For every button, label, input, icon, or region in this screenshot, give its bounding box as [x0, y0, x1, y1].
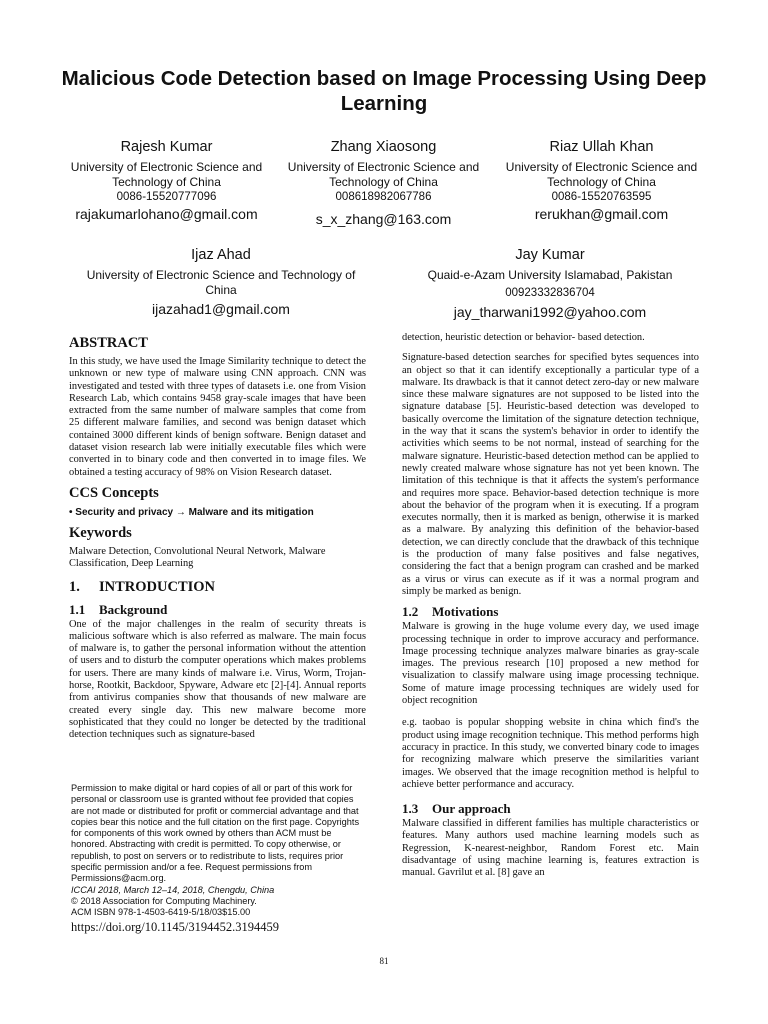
author-affiliation: University of Electronic Science and Technology of China	[86, 268, 356, 297]
page-number: 81	[379, 956, 389, 966]
intro-heading	[69, 579, 366, 596]
abstract-heading: ABSTRACT	[69, 335, 148, 351]
author-block-1	[70, 138, 263, 223]
intro-number: 1.	[69, 578, 80, 595]
approach-heading	[402, 801, 699, 816]
author-block-5	[400, 246, 700, 321]
author-phone: 0086-15520777096	[116, 191, 217, 203]
author-email[interactable]: s_x_zhang@163.com	[315, 211, 452, 227]
signature-paragraph: Signature-based detection searches for specified bytes sequences into an object so that it can identify exceptionally a particular type of a malware. Its drawback is that it cannot detect zero-day or new malware since these malware signatures are not supposed to be listed into the signature database [5]. Heuristic-based detection was developed to basically overcome the limitation of the signature detection technique, in the way that it scans the system's behavior in order to identify the activities which seems to be not normal, instead of searching for the malware signature. Heuristic-based detection method can be applied to newly created malware whose signature has not yet been known. The limitation of this technique is that it affects the system's performance and requires more space. Behavior-based detection technique is more about the behavior of the program when it is executing. If a program executes normally, then it is marked as benign, otherwise it is marked as a malware. By analyzing this definition of the behavior-based detection, we can directly conclude that the drawback of this technique is the production of many false positives and false negatives, considering the fact that a benign program can crashed and be marked as a virus or virus can execute as if it was a normal program and simply be marked as benign.	[402, 352, 699, 597]
abstract-text: In this study, we have used the Image Similarity technique to detect the unknown or new type of malware using CNN approach. CNN was investigated and tested with three types of datasets i.e. one from Vision Research Lab, which contains 9458 gray-scale images that have been extracted from the same number of malware samples that come from 25 different malware families, and second was benign dataset which contained 3000 different kinds of benign software. Benign dataset and dataset vision research lab were initially executable files which were converted in to binary code and then converted in to image files. We obtained a testing accuracy of 98% on Vision Research dataset.	[69, 356, 366, 478]
author-name: Rajesh Kumar	[120, 139, 213, 155]
ccs-heading: CCS Concepts	[69, 484, 159, 501]
author-phone: 00923332836704	[505, 287, 595, 299]
author-phone: 008618982067786	[335, 191, 432, 203]
right-column	[402, 332, 699, 885]
approach-text: Malware classified in different families has multiple characteristics or features. Many authors used machine learning models such as Regression, K-nearest-neighbor, Random Forest etc. Main disadvantage of using machine learning is, features extraction is manual. Gavrilut et al. [8] gave an	[402, 818, 699, 879]
motivations-text: Malware is growing in the huge volume every day, we used image processing technique in order to improve accuracy and performance. Image processing technique analyzes malware binaries as gray-scale images. The previous research [10] proposed a new method for visualization to classify malware using image processing technique. Some of mature image processing techniques are widely used for object recognition	[402, 621, 699, 707]
approach-number: 1.3	[402, 801, 419, 817]
author-name: Riaz Ullah Khan	[549, 139, 654, 155]
doi-link[interactable]: https://doi.org/10.1145/3194452.3194459	[71, 919, 279, 934]
author-email[interactable]: rerukhan@gmail.com	[534, 206, 669, 222]
background-heading-text: Background	[99, 601, 168, 617]
ccs-text: • Security and privacy → Malware and its mitigation	[69, 506, 314, 518]
permission-block	[71, 783, 366, 935]
author-email[interactable]: ijazahad1@gmail.com	[152, 301, 290, 317]
motivations-text-2: e.g. taobao is popular shopping website in china which find's the product using image recognition technique. This method performs high accuracy in practice. In this study, we converted binary code to images for recognizing malware which preserve the similarities variant images. We observed that the image recognition method is helpful to achieve better performance and accuracy.	[402, 717, 699, 790]
copyright-info: © 2018 Association for Computing Machinery.	[71, 895, 257, 906]
author-email[interactable]: jay_tharwani1992@yahoo.com	[453, 304, 647, 320]
permission-text: Permission to make digital or hard copies of all or part of this work for personal or classroom use is granted without fee provided that copies are not made or distributed for profit or commercial advantage and that copies bear this notice and the full citation on the first page. Copyrights for components of this work owned by others than ACM must be honored. Abstracting with credit is permitted. To copy otherwise, or republish, to post on servers or to redistribute to lists, requires prior specific permission and/or a fee. Request permissions from Permissions@acm.org.	[71, 783, 360, 884]
motivations-heading-text: Motivations	[432, 604, 499, 620]
author-block-2	[287, 138, 480, 228]
author-name: Ijaz Ahad	[191, 247, 251, 263]
author-phone: 0086-15520763595	[551, 191, 652, 203]
intro-text: One of the major challenges in the realm of security threats is malicious software which is also referred as malware. The main focus of malware is, to gather the personal information without the attention of users and to disturb the computer operations which makes problems for users. There are many kinds of malware i.e. Virus, Worm, Trojan-horse, Rootkit, Backdoor, Spyware, Adware etc [2]-[4]. Annual reports from antivirus companies show that thousands of new malware are created every single day. This new malware become more sophisticated that they could no longer be detected by the traditional detection techniques such as signature-based	[69, 618, 366, 741]
author-affiliation: Quaid-e-Azam University Islamabad, Pakistan	[427, 268, 673, 282]
author-affiliation: University of Electronic Science and Technology of China	[70, 160, 263, 189]
continuation-text: detection, heuristic detection or behavior- based detection.	[402, 332, 645, 343]
approach-heading-text: Our approach	[432, 801, 511, 817]
author-affiliation: University of Electronic Science and Technology of China	[287, 160, 480, 189]
background-number: 1.1	[69, 601, 86, 617]
conference-info: ICCAI 2018, March 12–14, 2018, Chengdu, China	[71, 884, 275, 895]
author-name: Jay Kumar	[515, 247, 585, 263]
intro-heading-text: INTRODUCTION	[99, 578, 216, 595]
isbn-info: ACM ISBN 978-1-4503-6419-5/18/03$15.00	[71, 907, 251, 918]
background-heading	[69, 602, 366, 617]
author-block-4	[70, 246, 372, 318]
author-block-3	[505, 138, 698, 223]
paper-title: Malicious Code Detection based on Image Processing Using Deep Learning	[61, 67, 707, 115]
author-email[interactable]: rajakumarlohano@gmail.com	[75, 206, 258, 222]
keywords-heading: Keywords	[69, 524, 132, 541]
author-affiliation: University of Electronic Science and Technology of China	[505, 160, 698, 189]
keywords-text: Malware Detection, Convolutional Neural Network, Malware Classification, Deep Learning	[69, 545, 326, 570]
left-column	[69, 332, 366, 747]
author-name: Zhang Xiaosong	[330, 139, 437, 155]
motivations-number: 1.2	[402, 604, 419, 620]
motivations-heading	[402, 604, 699, 619]
